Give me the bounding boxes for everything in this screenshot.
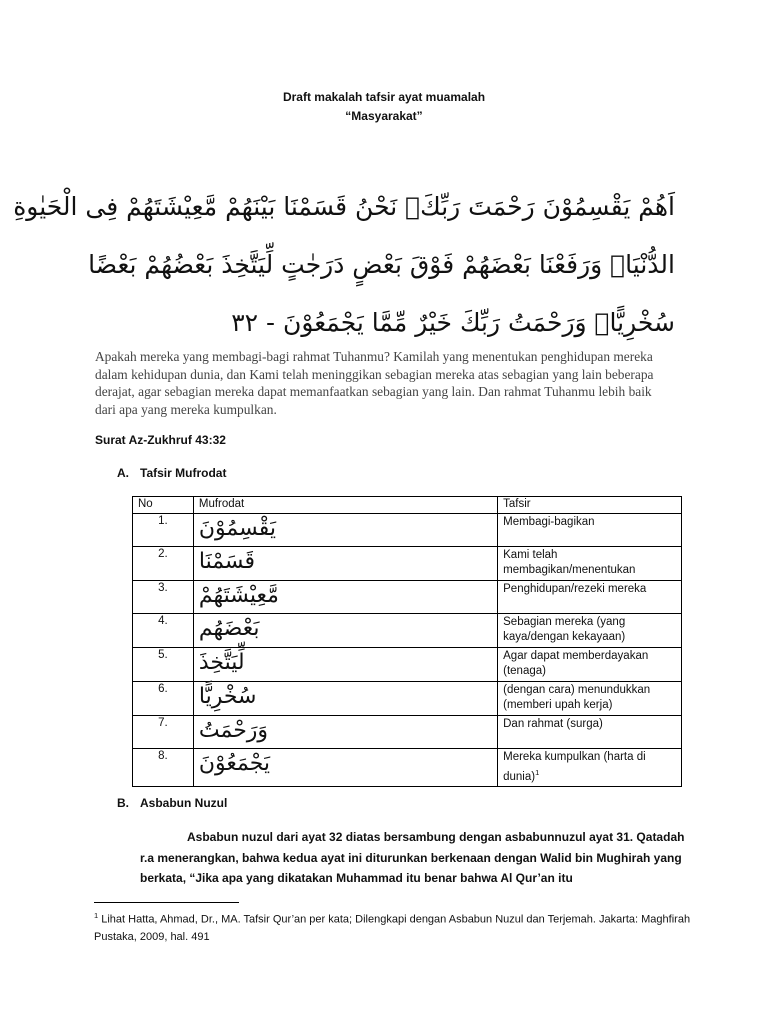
row-number: 8.: [133, 749, 194, 787]
verse-line: الدُّنْيَاۙ وَرَفَعْنَا بَعْضَهُمْ فَوْقَ بَعْضٍ دَرَجٰتٍ لِّيَتَّخِذَ بَعْضُهُمْ بَعْضًا: [88, 250, 675, 279]
mufrodat-word: سُخْرِيًّا: [193, 682, 497, 716]
verse-line: اَهُمْ يَقْسِمُوْنَ رَحْمَتَ رَبِّكَۗ نَحْنُ قَسَمْنَا بَيْنَهُمْ مَّعِيْشَتَهُمْ فِى الْحَيٰوةِ: [13, 192, 675, 221]
table-row: [133, 547, 682, 581]
mufrodat-word: مَّعِيْشَتَهُمْ: [193, 581, 497, 614]
header-no: No: [133, 497, 194, 514]
section-a-heading: [117, 466, 226, 480]
tafsir-text: Kami telah membagikan/menentukan: [498, 547, 682, 581]
section-letter: B.: [117, 796, 129, 810]
section-b-heading: [117, 796, 227, 810]
section-title: Tafsir Mufrodat: [140, 466, 227, 480]
verse-translation: Apakah mereka yang membagi-bagi rahmat Tuhanmu? Kamilah yang menentukan penghidupan mereka dalam kehidupan dunia, dan Kami telah meninggikan sebagian mereka atas sebagian yang lain beberapa derajat, agar sebagian mereka dapat memanfaatkan sebagian yang lain. Dan rahmat Tuhanmu lebih baik dari apa yang mereka kumpulkan.: [95, 349, 654, 417]
footnote-reference[interactable]: 1: [535, 768, 540, 777]
table-row: [133, 581, 682, 614]
table-row: [133, 514, 682, 547]
header-tafsir: Tafsir: [498, 497, 682, 514]
document-subtitle: “Masyarakat”: [345, 109, 423, 123]
footnote-text: Lihat Hatta, Ahmad, Dr., MA. Tafsir Qur’an per kata; Dilengkapi dengan Asbabun Nuzul dan Terjemah. Jakarta: Maghfirah Pustaka, 2009, hal. 491: [94, 913, 691, 943]
section-title: Asbabun Nuzul: [140, 796, 228, 810]
header-mufrodat: Mufrodat: [193, 497, 497, 514]
mufrodat-word: يَجْمَعُوْنَ: [193, 749, 497, 787]
tafsir-text: Agar dapat memberdayakan (tenaga): [498, 648, 682, 682]
row-number: 4.: [133, 614, 194, 648]
footnote-mark: 1: [94, 911, 99, 920]
table-row: [133, 682, 682, 716]
mufrodat-word: لِّيَتَّخِذَ: [193, 648, 497, 682]
mufrodat-table: [132, 496, 682, 787]
tafsir-text-value: Mereka kumpulkan (harta di dunia): [503, 751, 646, 783]
tafsir-text: [498, 749, 682, 787]
tafsir-text: (dengan cara) menundukkan (memberi upah kerja): [498, 682, 682, 716]
tafsir-text: Penghidupan/rezeki mereka: [498, 581, 682, 614]
tafsir-text: Membagi-bagikan: [498, 514, 682, 547]
footnote-separator: [94, 902, 239, 903]
row-number: 3.: [133, 581, 194, 614]
table-row: [133, 749, 682, 787]
table-row: [133, 614, 682, 648]
table-header-row: [133, 497, 682, 514]
mufrodat-word: قَسَمْنَا: [193, 547, 497, 581]
footnote: [94, 907, 694, 946]
tafsir-text: Dan rahmat (surga): [498, 716, 682, 749]
surah-reference: Surat Az-Zukhruf 43:32: [95, 433, 226, 447]
row-number: 1.: [133, 514, 194, 547]
paragraph-text: Asbabun nuzul dari ayat 32 diatas bersambung dengan asbabunnuzul ayat 31. Qatadah r.a menerangkan, bahwa kedua ayat ini diturunkan berkenaan dengan Walid bin Mughirah yang berkata, “Jika apa yang dikatakan Muhammad itu benar bahwa Al Qur’an itu: [140, 830, 685, 885]
row-number: 2.: [133, 547, 194, 581]
asbabun-nuzul-paragraph: [140, 827, 700, 889]
row-number: 7.: [133, 716, 194, 749]
table-row: [133, 716, 682, 749]
table-row: [133, 648, 682, 682]
row-number: 5.: [133, 648, 194, 682]
quran-verse: [13, 178, 675, 352]
document-title: Draft makalah tafsir ayat muamalah: [282, 90, 486, 104]
mufrodat-word: وَرَحْمَتُ: [193, 716, 497, 749]
tafsir-text: Sebagian mereka (yang kaya/dengan kekayaan): [498, 614, 682, 648]
mufrodat-word: يَقْسِمُوْنَ: [193, 514, 497, 547]
verse-line: سُخْرِيًّاۗ وَرَحْمَتُ رَبِّكَ خَيْرٌ مِّمَّا يَجْمَعُوْنَ - ٣٢: [231, 308, 675, 337]
row-number: 6.: [133, 682, 194, 716]
mufrodat-word: بَعْضَهُم: [193, 614, 497, 648]
section-letter: A.: [117, 466, 129, 480]
